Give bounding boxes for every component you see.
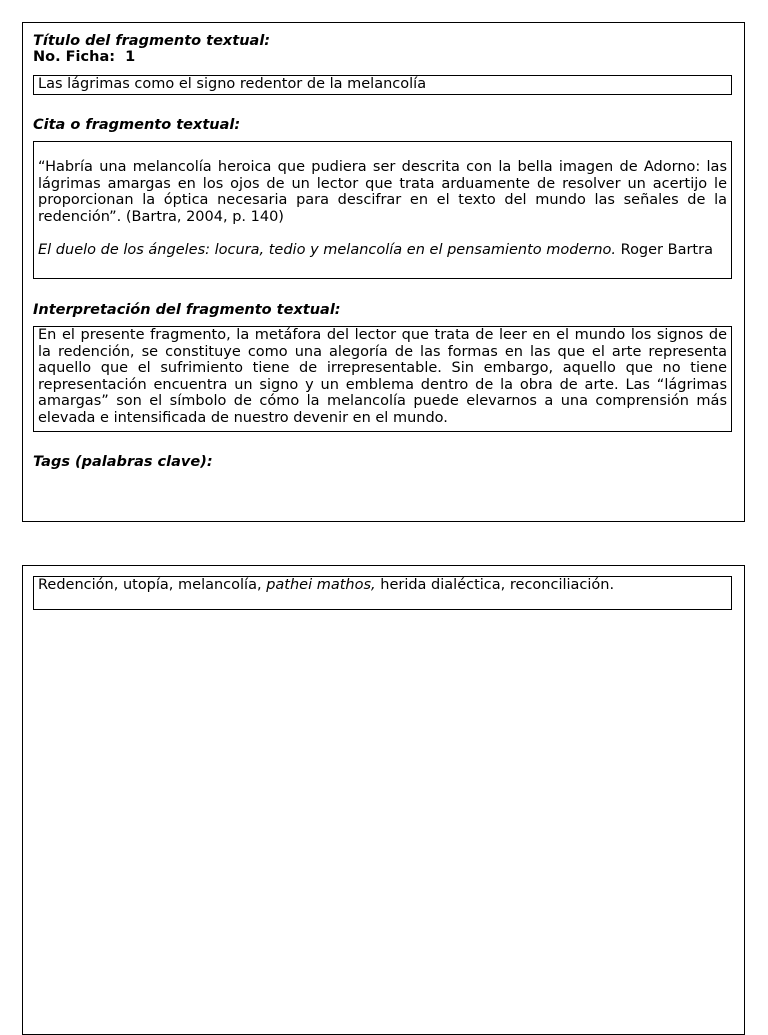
reading-card-page-2 [22, 565, 745, 1035]
ficha-number: No. Ficha: 1 [33, 49, 136, 65]
tags-label: Tags (palabras clave): [33, 454, 213, 470]
quote-field [33, 141, 732, 279]
tags-text-part1: Redención, utopía, melancolía, [38, 577, 267, 593]
tags-text-italic: pathei mathos, [266, 577, 376, 593]
reading-card-page-1 [22, 22, 745, 522]
book-author: Roger Bartra [616, 242, 713, 258]
tags-text-part2: herida dialéctica, reconciliación. [375, 577, 615, 593]
title-field: Las lágrimas como el signo redentor de la melancolía [33, 75, 732, 95]
quote-label: Cita o fragmento textual: [33, 117, 241, 133]
interpretation-label: Interpretación del fragmento textual: [33, 302, 341, 318]
quote-text: “Habría una melancolía heroica que pudiera ser descrita con la bella imagen de Adorno: las lágrimas amargas en los ojos de un lector que trata arduamente de resolver un acertijo le proporcionan la óptica necesaria para descifrar en el texto del mundo las señales de la redención”. (Bartra, 2004, p. 140) [38, 159, 727, 225]
tags-field [33, 576, 732, 610]
quote-source [38, 242, 727, 259]
interpretation-field: En el presente fragmento, la metáfora del lector que trata de leer en el mundo los signos de la redención, se constituye como una alegoría de las formas en las que el arte representa aquello que el sufrimiento tiene de irrepresentable. Sin embargo, aquello que no tiene representación encuentra un signo y un emblema dentro de la obra de arte. Las “lágrimas amargas” son el símbolo de cómo la melancolía puede elevarnos a una comprensión más elevada e intensificada de nuestro devenir en el mundo. [33, 326, 732, 432]
title-label: Título del fragmento textual: [33, 33, 271, 49]
book-title: El duelo de los ángeles: locura, tedio y melancolía en el pensamiento moderno. [38, 242, 617, 258]
